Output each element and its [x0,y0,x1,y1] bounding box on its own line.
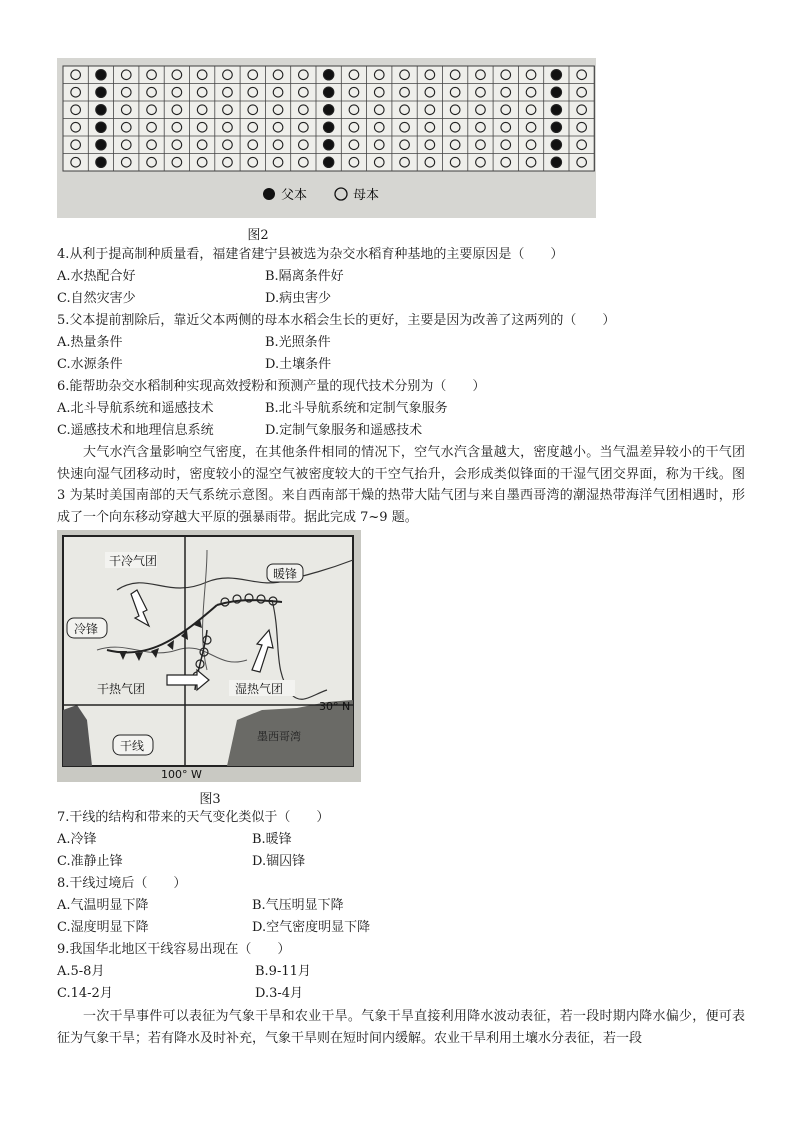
q6-option-d: D.定制气象服务和遥感技术 [265,423,423,438]
q7-option-b: B.暖锋 [252,832,292,847]
passage-dryline-text: 大气水汽含量影响空气密度，在其他条件相同的情况下，空气水汽含量越大，密度越小。当气温差异较小的干气团快速向湿气团移动时，密度较小的湿空气被密度较大的干空气抬升，会形成类似锋面的干湿气团交界面，称为干线。图 3 为某时美国南部的天气系统示意图。来自西南部干燥的热带大陆气团与来自墨西哥湾的潮湿热带海洋气团相遇时，形成了一个向东移动穿越大平原的强暴雨带。据此完成 7~9 题。 [57,445,745,525]
q6-option-a: A.北斗导航系统和遥感技术 [57,401,214,416]
father-plant-dot [323,157,333,167]
father-plant-dot [323,122,333,132]
father-plant-dot [96,157,106,167]
legend-father-label: 父本 [281,188,308,203]
q9-option-c: C.14-2月 [57,986,113,1001]
label-longitude: 100° W [161,768,202,781]
q5-option-b: B.光照条件 [265,335,331,350]
father-plant-dot [323,105,333,115]
legend-mother-label: 母本 [353,188,380,203]
label-latitude: 30° N [319,700,351,713]
q4-option-d: D.病虫害少 [265,291,332,306]
label-wet-hot: 湿热气团 [235,682,284,696]
passage-drought-text: 一次干旱事件可以表征为气象干旱和农业干旱。气象干旱直接利用降水波动表征，若一段时期内降水偏少，便可表征为气象干旱；若有降水及时补充，气象干旱则在短时间内缓解。农业干旱利用土壤水分表征，若一段 [57,1009,745,1046]
figure-3-weather-map [57,530,361,782]
father-plant-dot [323,70,333,80]
question-4-stem: 4.从利于提高制种质量看，福建省建宁县被选为杂交水稻育种基地的主要原因是（ ） [57,247,564,262]
question-7-stem: 7.干线的结构和带来的天气变化类似于（ ） [57,810,330,825]
father-plant-dot [551,70,561,80]
figure-2-caption: 图2 [247,228,269,243]
question-9-stem: 9.我国华北地区干线容易出现在（ ） [57,942,291,957]
father-plant-dot [323,140,333,150]
label-warm-front: 暖锋 [273,567,298,581]
q7-option-a: A.冷锋 [57,832,97,847]
father-plant-dot [551,105,561,115]
passage-dryline [57,442,745,528]
q9-option-b: B.9-11月 [255,964,311,979]
q4-option-c: C.自然灾害少 [57,291,136,306]
father-plant-dot [551,140,561,150]
q5-option-d: D.土壤条件 [265,357,332,372]
father-plant-dot [96,105,106,115]
q8-option-b: B.气压明显下降 [252,898,344,913]
q7-option-c: C.准静止锋 [57,854,123,869]
legend-father-icon [263,188,275,200]
label-dry-hot: 干热气团 [97,682,146,696]
q5-option-c: C.水源条件 [57,357,123,372]
q9-option-d: D.3-4月 [255,986,304,1001]
question-8-stem: 8.干线过境后（ ） [57,876,187,891]
passage-drought [57,1006,745,1049]
q6-option-b: B.北斗导航系统和定制气象服务 [265,401,448,416]
figure-3-caption: 图3 [199,792,221,807]
label-cold-front: 冷锋 [74,622,99,636]
q7-option-d: D.锢囚锋 [252,854,306,869]
rice-planting-grid [57,58,596,218]
q4-option-b: B.隔离条件好 [265,269,344,284]
father-plant-dot [96,70,106,80]
figure-2-planting-diagram [57,58,596,218]
label-dry-cold: 干冷气团 [109,554,158,568]
weather-system-map [57,530,361,782]
father-plant-dot [551,157,561,167]
father-plant-dot [551,122,561,132]
father-plant-dot [96,87,106,97]
label-dryline: 干线 [120,739,145,753]
question-5-stem: 5.父本提前割除后，靠近父本两侧的母本水稻会生长的更好，主要是因为改善了这两列的（ ） [57,313,616,328]
father-plant-dot [551,87,561,97]
q5-option-a: A.热量条件 [57,335,123,350]
legend-mother-icon [335,188,347,200]
q8-option-c: C.湿度明显下降 [57,920,149,935]
question-6-stem: 6.能帮助杂交水稻制种实现高效授粉和预测产量的现代技术分别为（ ） [57,379,486,394]
father-plant-dot [96,122,106,132]
q8-option-a: A.气温明显下降 [57,898,149,913]
label-gulf: 墨西哥湾 [257,730,301,743]
q6-option-c: C.遥感技术和地理信息系统 [57,423,214,438]
q9-option-a: A.5-8月 [57,964,105,979]
father-plant-dot [323,87,333,97]
q4-option-a: A.水热配合好 [57,269,136,284]
q8-option-d: D.空气密度明显下降 [252,920,371,935]
father-plant-dot [96,140,106,150]
